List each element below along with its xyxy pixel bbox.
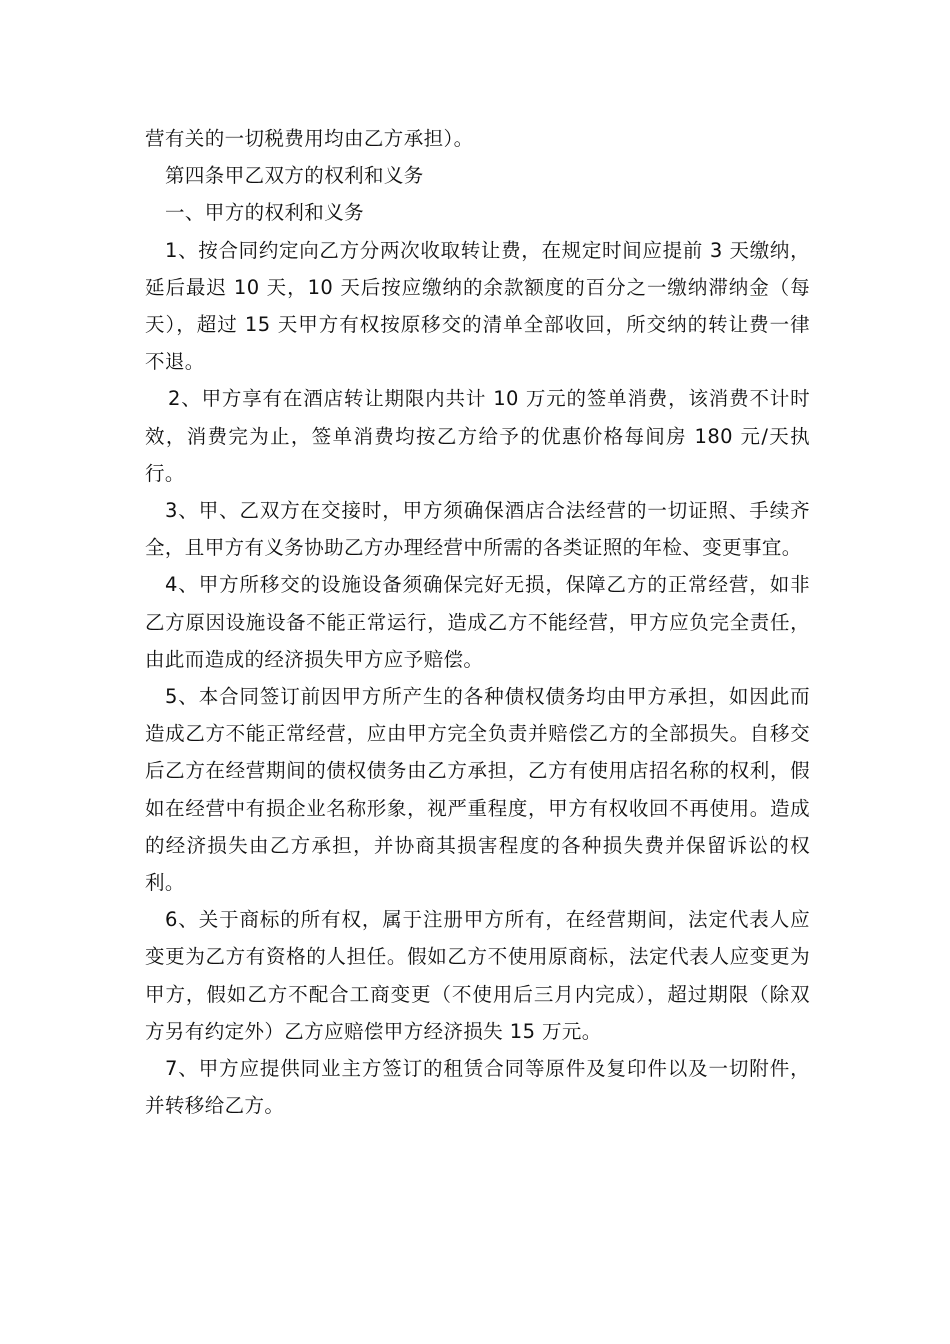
document-body xyxy=(145,120,810,1124)
clause-4: 4、甲方所移交的设施设备须确保完好无损，保障乙方的正常经营，如非乙方原因设施设备不能正常运行，造成乙方不能经营，甲方应负完全责任，由此而造成的经济损失甲方应予赔偿。 xyxy=(145,573,810,671)
article-heading: 第四条甲乙双方的权利和义务 xyxy=(165,164,424,188)
clause-6: 6、关于商标的所有权，属于注册甲方所有，在经营期间，法定代表人应变更为乙方有资格的人担任。假如乙方不使用原商标，法定代表人应变更为甲方，假如乙方不配合工商变更（不使用后三月内完成），超过期限（除双方另有约定外）乙方应赔偿甲方经济损失 15 万元。 xyxy=(145,908,810,1043)
paragraph-continuation: 营有关的一切税费用均由乙方承担）。 xyxy=(145,127,474,150)
clause-3: 3、甲、乙双方在交接时，甲方须确保酒店合法经营的一切证照、手续齐全，且甲方有义务协助乙方办理经营中所需的各类证照的年检、变更事宜。 xyxy=(145,499,810,560)
clause-5: 5、本合同签订前因甲方所产生的各种债权债务均由甲方承担，如因此而造成乙方不能正常经营，应由甲方完全负责并赔偿乙方的全部损失。自移交后乙方在经营期间的债权债务由乙方承担，乙方有使用店招名称的权利，假如在经营中有损企业名称形象，视严重程度，甲方有权收回不再使用。造成的经济损失由乙方承担，并协商其损害程度的各种损失费并保留诉讼的权利。 xyxy=(145,685,810,895)
clause-2: 2、甲方享有在酒店转让期限内共计 10 万元的签单消费，该消费不计时效，消费完为止，签单消费均按乙方给予的优惠价格每间房 180 元/天执行。 xyxy=(145,387,810,485)
section-heading: 一、甲方的权利和义务 xyxy=(165,201,365,225)
clause-1: 1、按合同约定向乙方分两次收取转让费，在规定时间应提前 3 天缴纳，延后最迟 10 天，10 天后按应缴纳的余款额度的百分之一缴纳滞纳金（每天），超过 15 天甲方有权按原移交的清单全部收回，所交纳的转让费一律不退。 xyxy=(145,238,810,374)
clause-7: 7、甲方应提供同业主方签订的租赁合同等原件及复印件以及一切附件，并转移给乙方。 xyxy=(145,1057,810,1118)
